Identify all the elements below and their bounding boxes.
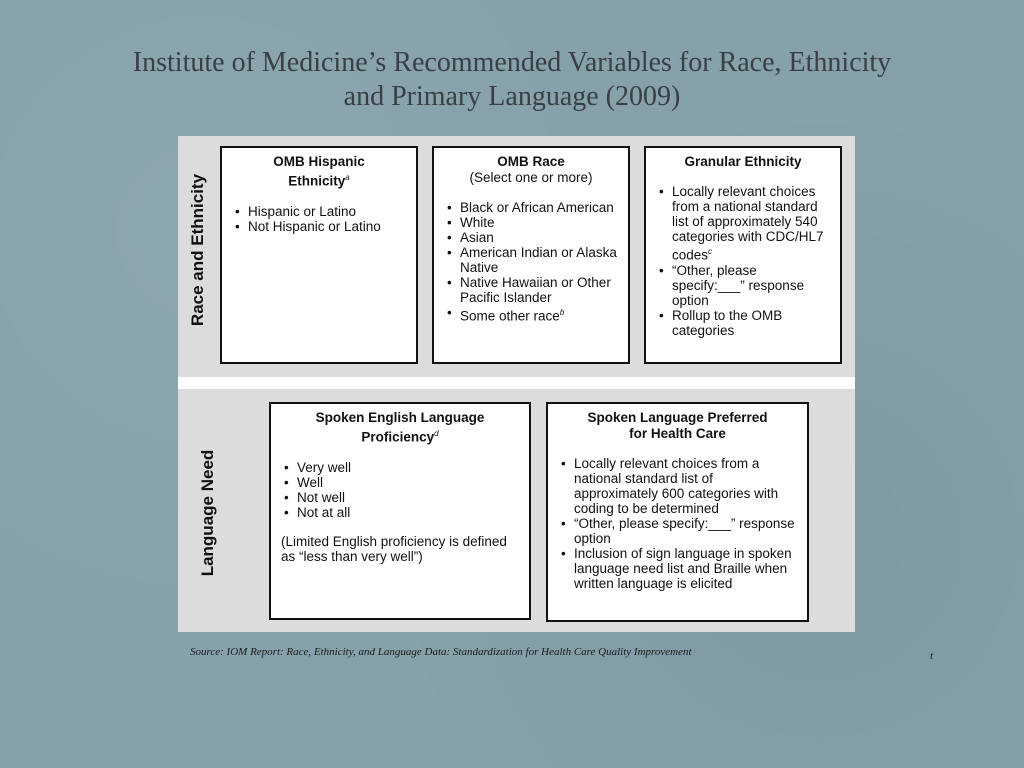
box-title-line2: for Health Care <box>629 426 726 441</box>
box-granular-ethnicity <box>644 146 842 364</box>
list-item: • Hispanic or Latino <box>232 204 406 219</box>
list-item: • “Other, please specify:___” response option <box>656 263 830 308</box>
row-label-language-need: Language Need <box>198 449 217 577</box>
box-title <box>444 154 618 186</box>
footnote-marker: a <box>345 173 350 182</box>
list-item: • Asian <box>444 230 618 245</box>
list-item: • White <box>444 215 618 230</box>
footnote-marker: b <box>559 308 565 317</box>
item-list <box>281 460 519 520</box>
list-item: • Native Hawaiian or Other Pacific Islander <box>444 275 618 305</box>
box-title-line2: Ethnicity <box>288 173 346 189</box>
box-spoken-english-proficiency <box>269 402 531 620</box>
box-title-line1: OMB Race <box>497 154 565 169</box>
list-item: • American Indian or Alaska Native <box>444 245 618 275</box>
list-item <box>656 184 830 263</box>
list-item: • Inclusion of sign language in spoken language need list and Braille when written language is elicited <box>558 546 797 591</box>
list-item: • Black or African American <box>444 200 618 215</box>
list-item: • Not well <box>281 490 519 505</box>
footnote-marker: c <box>708 247 713 256</box>
box-title-line2: Proficiency <box>361 429 435 445</box>
list-item: • “Other, please specify:___” response option <box>558 516 797 546</box>
box-title <box>558 410 797 442</box>
footnote-marker: d <box>434 429 439 438</box>
list-item: • Not Hispanic or Latino <box>232 219 406 234</box>
box-title: Granular Ethnicity <box>684 154 802 169</box>
box-omb-race <box>432 146 630 364</box>
source-citation: Source: IOM Report: Race, Ethnicity, and Language Data: Standardization for Health Care Quality Improvement <box>190 646 692 658</box>
box-title <box>232 154 406 190</box>
slide-title-line2: and Primary Language (2009) <box>343 81 681 112</box>
list-item: • Not at all <box>281 505 519 520</box>
box-spoken-language-preferred <box>546 402 809 622</box>
box-note: (Limited English proficiency is defined as “less than very well”) <box>281 533 507 564</box>
list-item: • Rollup to the OMB categories <box>656 308 830 338</box>
box-omb-hispanic-ethnicity <box>220 146 418 364</box>
list-item: • Well <box>281 475 519 490</box>
slide-title-line1: Institute of Medicine’s Recommended Variables for Race, Ethnicity <box>132 47 892 78</box>
list-item-text: Some other race <box>460 308 560 324</box>
page-marker: t <box>930 650 934 662</box>
list-item: • Very well <box>281 460 519 475</box>
item-list <box>656 184 830 338</box>
slide-title <box>60 46 964 114</box>
iom-variables-figure <box>178 136 855 632</box>
row-divider <box>178 377 855 389</box>
list-item: • Locally relevant choices from a national standard list of approximately 600 categories with coding to be determined <box>558 456 797 516</box>
box-title-line1: OMB Hispanic <box>273 154 365 169</box>
box-title-line1: Spoken Language Preferred <box>587 410 768 425</box>
list-item <box>444 305 618 324</box>
list-item-text: Locally relevant choices from a national standard list of approximately 540 categories with CDC/HL7 codes <box>672 184 824 263</box>
box-title <box>281 410 519 446</box>
item-list <box>444 200 618 324</box>
box-title-line1: Spoken English Language <box>315 410 485 425</box>
item-list <box>558 456 797 591</box>
item-list <box>232 204 406 234</box>
box-subtitle: (Select one or more) <box>469 170 593 185</box>
row-label-race-ethnicity: Race and Ethnicity <box>188 173 207 327</box>
